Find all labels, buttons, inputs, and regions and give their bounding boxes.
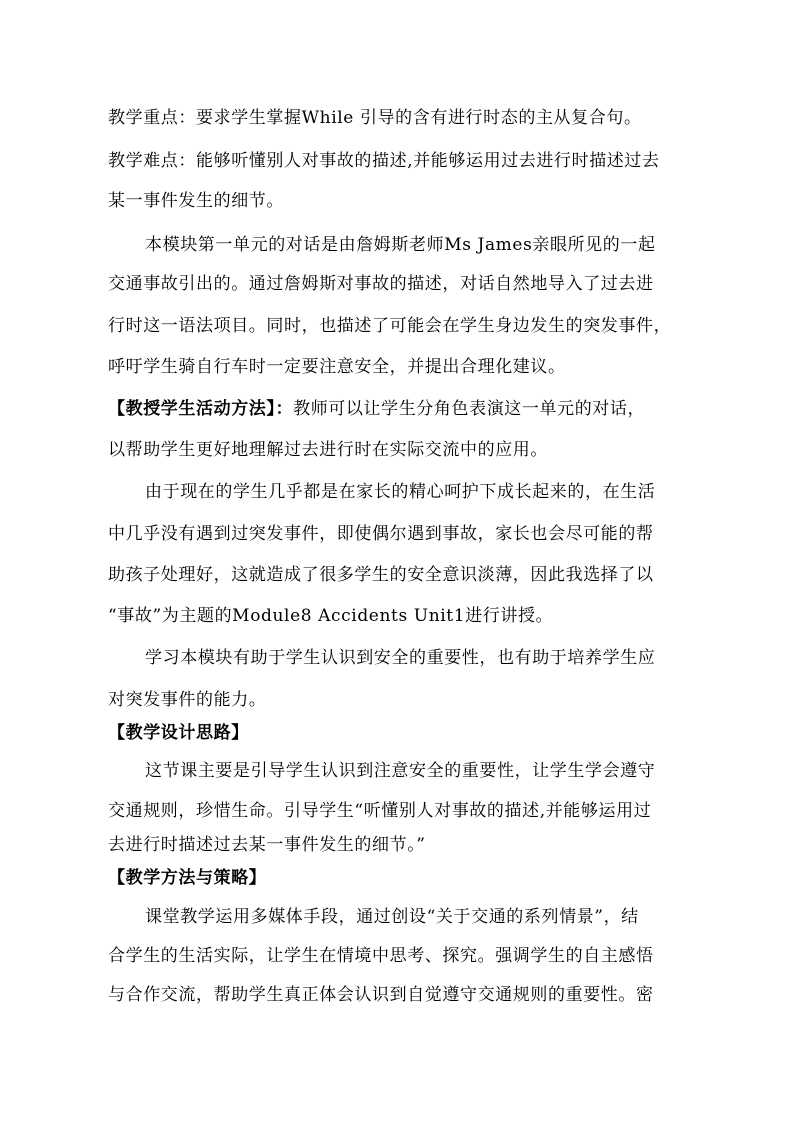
paragraph-line: 对突发事件的能力。 bbox=[108, 690, 267, 710]
activity-method-line bbox=[108, 398, 645, 420]
paragraph-line: 交通规则，珍惜生命。引导学生“听懂别人对事故的描述,并能够运用过 bbox=[108, 801, 652, 821]
paragraph-line: 由于现在的学生几乎都是在家长的精心呵护下成长起来的，在生活 bbox=[145, 482, 656, 502]
paragraph-line: 行时这一语法项目。同时，也描述了可能会在学生身边发生的突发事件， bbox=[108, 316, 672, 336]
paragraph-line: “事故”为主题的Module8 Accidents Unit1进行讲授。 bbox=[108, 606, 554, 626]
paragraph-line: 这节课主要是引导学生认识到注意安全的重要性，让学生学会遵守 bbox=[145, 761, 656, 781]
paragraph-line: 合学生的生活实际，让学生在情境中思考、探究。强调学生的自主感悟 bbox=[108, 946, 654, 966]
activity-method-text: 教师可以让学生分角色表演这一单元的对话， bbox=[293, 399, 646, 419]
design-heading: 【教学设计思路】 bbox=[108, 723, 249, 743]
paragraph-line: 助孩子处理好，这就造成了很多学生的安全意识淡薄，因此我选择了以 bbox=[108, 565, 654, 585]
paragraph-line: 呼吁学生骑自行车时一定要注意安全，并提出合理化建议。 bbox=[108, 357, 566, 377]
paragraph-line: 去进行时描述过去某一事件发生的细节。” bbox=[108, 835, 426, 855]
key-point-line: 教学重点：要求学生掌握While 引导的含有进行时态的主从复合句。 bbox=[108, 108, 642, 128]
difficulty-line-2: 某一事件发生的细节。 bbox=[108, 191, 284, 211]
activity-method-heading: 【教授学生活动方法】： bbox=[108, 399, 294, 419]
paragraph-line: 以帮助学生更好地理解过去进行时在实际交流中的应用。 bbox=[108, 440, 548, 460]
paragraph-line: 本模块第一单元的对话是由詹姆斯老师Ms James亲眼所见的一起 bbox=[145, 235, 656, 255]
method-heading: 【教学方法与策略】 bbox=[108, 868, 267, 888]
paragraph-line: 学习本模块有助于学生认识到安全的重要性，也有助于培养学生应 bbox=[145, 648, 656, 668]
paragraph-line: 与合作交流，帮助学生真正体会认识到自觉遵守交通规则的重要性。密 bbox=[108, 985, 654, 1005]
paragraph-line: 交通事故引出的。通过詹姆斯对事故的描述，对话自然地导入了过去进 bbox=[108, 274, 654, 294]
paragraph-line: 中几乎没有遇到过突发事件，即使偶尔遇到事故，家长也会尽可能的帮 bbox=[108, 524, 654, 544]
paragraph-line: 课堂教学运用多媒体手段，通过创设“关于交通的系列情景”，结 bbox=[145, 907, 639, 927]
difficulty-line-1: 教学难点：能够听懂别人对事故的描述,并能够运用过去进行时描述过去 bbox=[108, 151, 660, 171]
